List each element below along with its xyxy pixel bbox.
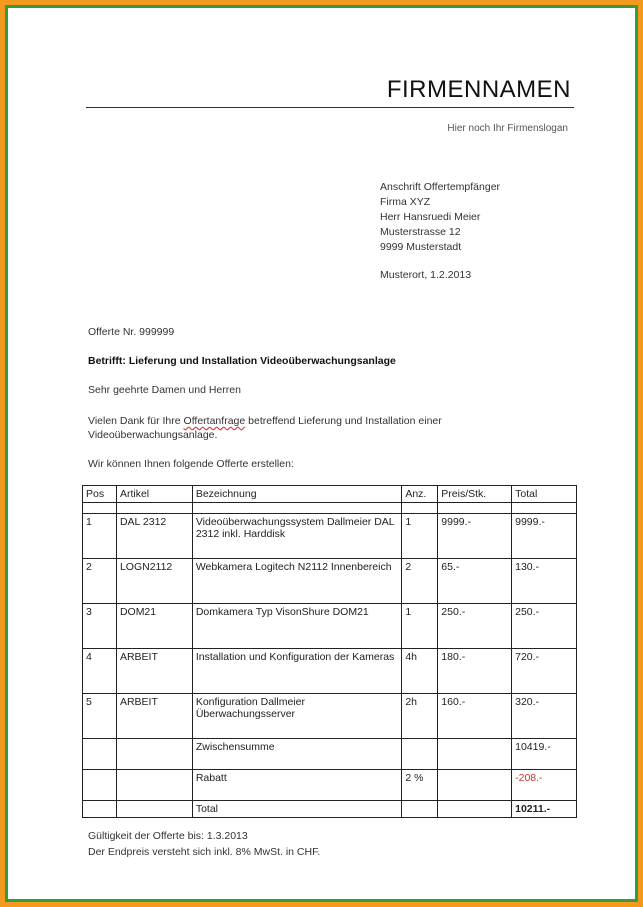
cell-bezeichnung: Konfiguration Dallmeier Überwachungsserver [192, 694, 402, 739]
col-header-anzahl: Anz. [402, 486, 438, 503]
cell-preis: 160.- [438, 694, 512, 739]
col-header-preis: Preis/Stk. [438, 486, 512, 503]
subtotal-value: 10419.- [512, 739, 577, 770]
offer-items-table [82, 485, 577, 818]
intro-text-marked: Offertanfrage [183, 415, 246, 427]
offer-subject: Betrifft: Lieferung und Installation Videoüberwachungsanlage [88, 355, 396, 367]
cell-preis: 9999.- [438, 514, 512, 559]
cell-pos: 1 [83, 514, 117, 559]
intro-paragraph [88, 414, 548, 442]
cell-artikel: DAL 2312 [116, 514, 192, 559]
table-row [83, 694, 577, 739]
cell-bezeichnung: Webkamera Logitech N2112 Innenbereich [192, 559, 402, 604]
cell-pos: 2 [83, 559, 117, 604]
cell-total: 320.- [512, 694, 577, 739]
cell-pos: 3 [83, 604, 117, 649]
subtotal-label: Zwischensumme [192, 739, 402, 770]
discount-percent: 2 % [402, 770, 438, 801]
cell-preis: 180.- [438, 649, 512, 694]
document-date: Musterort, 1.2.2013 [380, 269, 472, 281]
col-header-bezeichnung: Bezeichnung [192, 486, 402, 503]
recipient-line-5: 9999 Musterstadt [380, 241, 462, 253]
recipient-line-3: Herr Hansruedi Meier [380, 211, 481, 223]
subtotal-row [83, 739, 577, 770]
cell-artikel: LOGN2112 [116, 559, 192, 604]
col-header-pos: Pos [83, 486, 117, 503]
header-rule [86, 107, 574, 108]
col-header-artikel: Artikel [116, 486, 192, 503]
recipient-address [380, 180, 500, 255]
cell-bezeichnung: Domkamera Typ VisonShure DOM21 [192, 604, 402, 649]
document-page [10, 10, 643, 907]
cell-anzahl: 2h [402, 694, 438, 739]
intro-text-start: Vielen Dank für Ihre [88, 415, 184, 427]
company-name: FIRMENNAMEN [386, 76, 571, 103]
table-row [83, 514, 577, 559]
cell-anzahl: 2 [402, 559, 438, 604]
cell-preis: 250.- [438, 604, 512, 649]
cell-anzahl: 1 [402, 604, 438, 649]
cell-artikel: ARBEIT [116, 694, 192, 739]
col-header-total: Total [512, 486, 577, 503]
discount-row [83, 770, 577, 801]
recipient-line-1: Anschrift Offertempfänger [380, 181, 501, 193]
intro-text-end: betreffend Lieferung und Installation einer Videoüberwachungsanlage. [88, 415, 442, 441]
cell-artikel: DOM21 [116, 604, 192, 649]
price-note: Der Endpreis versteht sich inkl. 8% MwSt. in CHF. [88, 846, 321, 858]
total-row [83, 801, 577, 818]
offer-validity: Gültigkeit der Offerte bis: 1.3.2013 [88, 830, 248, 842]
greeting: Sehr geehrte Damen und Herren [88, 384, 241, 396]
cell-total: 720.- [512, 649, 577, 694]
recipient-line-4: Musterstrasse 12 [380, 226, 461, 238]
recipient-line-2: Firma XYZ [380, 196, 431, 208]
cell-preis: 65.- [438, 559, 512, 604]
table-row [83, 649, 577, 694]
cell-pos: 4 [83, 649, 117, 694]
table-header-row [83, 486, 577, 503]
discount-value: -208.- [512, 770, 577, 801]
total-value: 10211.- [512, 801, 577, 818]
cell-total: 250.- [512, 604, 577, 649]
discount-label: Rabatt [192, 770, 402, 801]
table-row [83, 559, 577, 604]
table-spacer-row [83, 503, 577, 514]
cell-total: 130.- [512, 559, 577, 604]
table-lead-in: Wir können Ihnen folgende Offerte erstellen: [88, 458, 294, 470]
cell-bezeichnung: Videoüberwachungssystem Dallmeier DAL 2312 inkl. Harddisk [192, 514, 402, 559]
table-row [83, 604, 577, 649]
company-slogan: Hier noch Ihr Firmenslogan [447, 123, 568, 134]
offer-number: Offerte Nr. 999999 [88, 326, 175, 338]
cell-anzahl: 1 [402, 514, 438, 559]
cell-bezeichnung: Installation und Konfiguration der Kameras [192, 649, 402, 694]
cell-anzahl: 4h [402, 649, 438, 694]
cell-pos: 5 [83, 694, 117, 739]
total-label: Total [192, 801, 402, 818]
cell-total: 9999.- [512, 514, 577, 559]
cell-artikel: ARBEIT [116, 649, 192, 694]
